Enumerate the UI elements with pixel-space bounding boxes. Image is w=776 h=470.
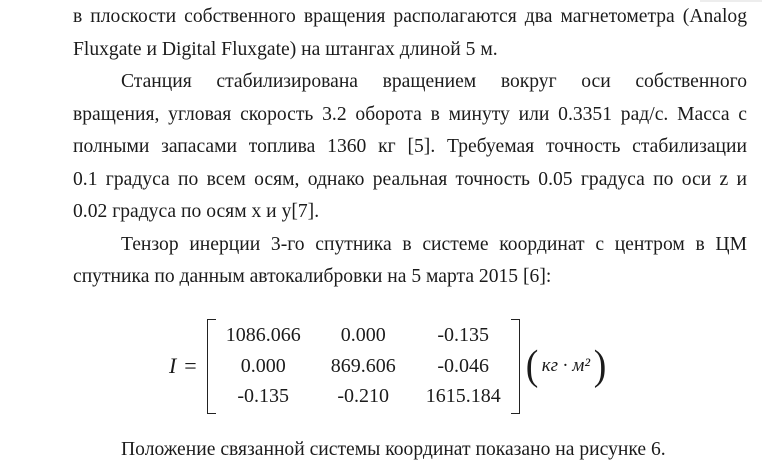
matrix-cell-r2c2: 869.606 <box>330 354 396 377</box>
units-group <box>525 345 607 387</box>
text-line-6: 0.1 градуса по всем осям, однако реальная точность 0.05 градуса по оси z и <box>73 168 747 190</box>
text-line-2: Fluxgate и Digital Fluxgate) на штангах длиной 5 м. <box>73 38 498 60</box>
variable-I: I <box>168 353 178 378</box>
matrix-right-bracket <box>511 319 520 414</box>
matrix-cell-r3c2: -0.210 <box>337 385 390 408</box>
text-line-8: Тензор инерции 3-го спутника в системе координат с центром в ЦМ <box>121 233 747 255</box>
matrix-cell-r3c3: 1615.184 <box>425 385 501 408</box>
text-line-10: Положение связанной системы координат показано на рисунке 6. <box>121 439 666 460</box>
matrix-cell-r2c1: 0.000 <box>240 354 286 377</box>
matrix-cell-r1c3: -0.135 <box>437 324 490 347</box>
text-line-3: Станция стабилизирована вращением вокруг оси собственного <box>121 71 747 92</box>
text-line-4: вращения, угловая скорость 3.2 оборота в минуту или 0.3351 рад/с. Масса с <box>73 103 747 125</box>
inertia-matrix <box>216 318 511 414</box>
text-line-5: полными запасами топлива 1360 кг [5]. Требуемая точность стабилизации <box>73 136 747 157</box>
matrix-cell-r1c1: 1086.066 <box>225 324 301 347</box>
text-line-7: 0.02 градуса по осям x и y[7]. <box>73 201 320 222</box>
text-line-1: в плоскости собственного вращения располагаются два магнетометра (Analog <box>73 6 747 27</box>
matrix-cell-r2c3: -0.046 <box>437 354 490 377</box>
equals-sign: = <box>184 353 198 378</box>
text-line-9: спутника по данным автокалибровки на 5 марта 2015 [6]: <box>73 266 552 287</box>
equation-lhs <box>169 353 198 379</box>
matrix-cell-r1c2: 0.000 <box>340 324 386 347</box>
units-close-paren: ) <box>593 343 607 389</box>
units-label: кг · м² <box>541 355 591 376</box>
units-open-paren: ( <box>525 343 538 389</box>
matrix-cell-r3c1: -0.135 <box>237 385 290 408</box>
inertia-tensor-equation <box>0 318 776 414</box>
body-text <box>73 1 747 294</box>
matrix-left-bracket <box>207 319 216 414</box>
